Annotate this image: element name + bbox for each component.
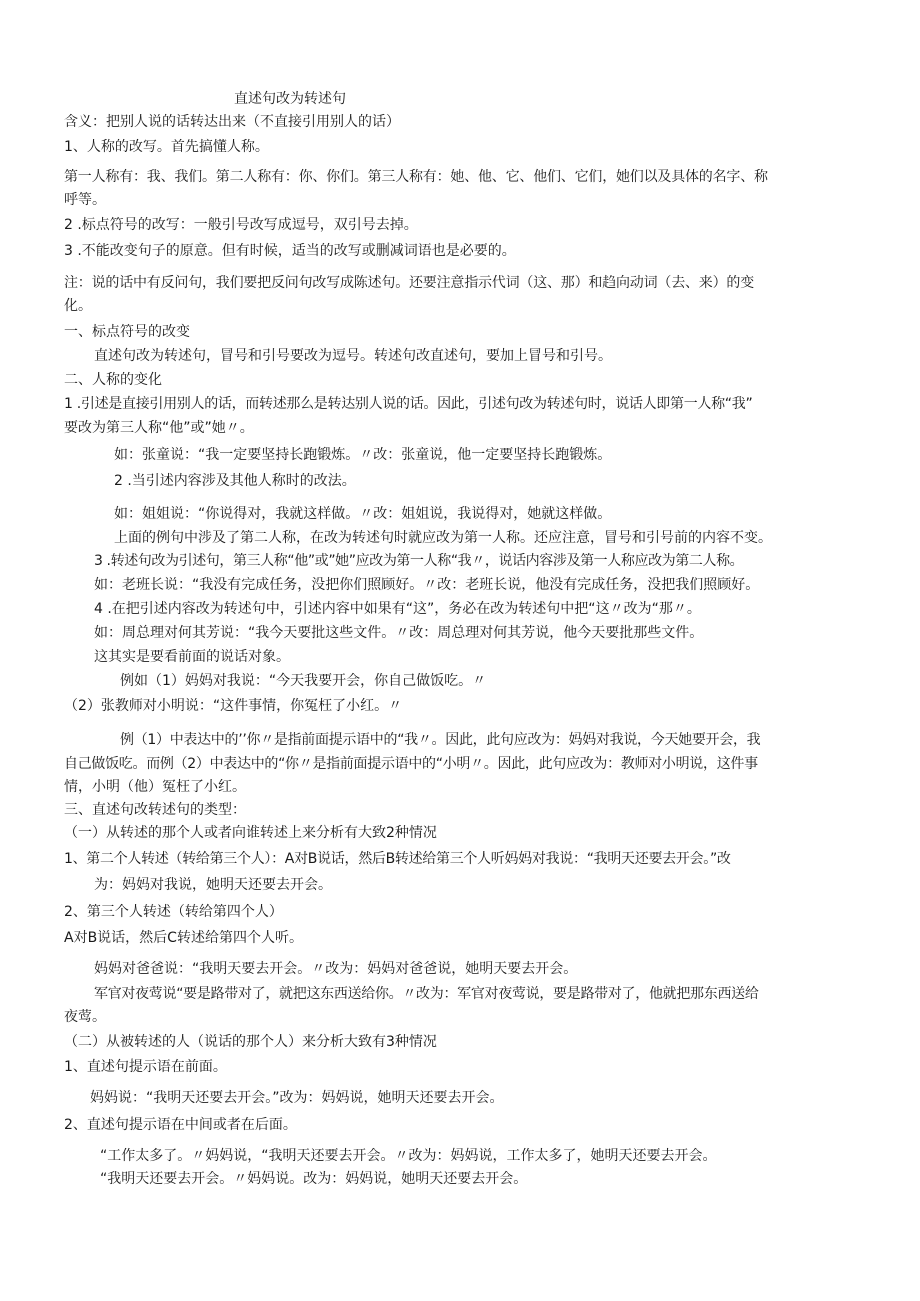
text-line: 注：说的话中有反问句，我们要把反问句改写成陈述句。还要注意指示代词（这、那）和趋向动词（去、来）的变 bbox=[64, 275, 754, 291]
text-line: 自己做饭吃。而例（2）中表达中的“你〃是指前面提示语中的“小明〃。因此，此句应改为：教师对小明说，这件事 bbox=[64, 756, 758, 772]
text-line: A对B说话，然后C转述给第四个人听。 bbox=[64, 930, 303, 946]
text-line: 妈妈对爸爸说：“我明天要去开会。〃改为：妈妈对爸爸说，她明天要去开会。 bbox=[94, 961, 578, 977]
text-line: 第一人称有：我、我们。第二人称有：你、你们。第三人称有：她、他、它、他们、它们，她们以及具体的名字、称 bbox=[64, 169, 768, 185]
section-heading: 二、人称的变化 bbox=[64, 372, 162, 388]
text-line: 1 .引述是直接引用别人的话，而转述那么是转达别人说的话。因此，引述句改为转述句时，说话人即第一人称“我” bbox=[64, 396, 753, 412]
text-line: 为：妈妈对我说，她明天还要去开会。 bbox=[94, 877, 332, 893]
text-line: 要改为第三人称“他”或”她〃。 bbox=[64, 420, 254, 436]
text-line: 如：姐姐说：“你说得对，我就这样做。〃改：姐姐说，我说得对，她就这样做。 bbox=[114, 506, 612, 522]
text-line: 2、直述句提示语在中间或者在后面。 bbox=[64, 1117, 297, 1133]
text-line: 例如（1）妈妈对我说：“今天我要开会，你自己做饭吃。〃 bbox=[120, 673, 487, 689]
text-line: “工作太多了。〃妈妈说，“我明天还要去开会。〃改为：妈妈说，工作太多了，她明天还要去开会。 bbox=[100, 1148, 717, 1164]
text-line: 1、人称的改写。首先搞懂人称。 bbox=[64, 139, 269, 155]
text-line: “我明天还要去开会。〃妈妈说。改为：妈妈说，她明天还要去开会。 bbox=[100, 1171, 528, 1187]
text-line: 如：周总理对何其芳说：“我今天要批这些文件。〃改：周总理对何其芳说，他今天要批那些文件。 bbox=[94, 625, 704, 641]
sub-heading: （一）从转述的那个人或者向谁转述上来分析有大致2种情况 bbox=[64, 825, 437, 841]
text-line: 化。 bbox=[64, 298, 92, 314]
text-line: 直述句改为转述句，冒号和引号要改为逗号。转述句改直述句，要加上冒号和引号。 bbox=[94, 348, 612, 364]
text-line: 2 .标点符号的改写：一般引号改写成逗号，双引号去掉。 bbox=[64, 217, 418, 233]
text-line: 含义：把别人说的话转达出来（不直接引用别人的话） bbox=[64, 114, 400, 130]
text-line: 如：老班长说：“我没有完成任务，没把你们照顾好。〃改：老班长说，他没有完成任务，没把我们照顾好。 bbox=[94, 577, 760, 593]
sub-heading: （二）从被转述的人（说话的那个人）来分析大致有3种情况 bbox=[64, 1034, 437, 1050]
text-line: 3 .转述句改为引述句，第三人称“他”或”她”应改为第一人称“我〃，说话内容涉及第一人称应改为第二人称。 bbox=[94, 553, 744, 569]
text-line: 如：张童说：“我一定要坚持长跑锻炼。〃改：张童说，他一定要坚持长跑锻炼。 bbox=[114, 447, 612, 463]
text-line: 情，小明（他）冤枉了小红。 bbox=[64, 779, 246, 795]
text-line: 2 .当引述内容涉及其他人称时的改法。 bbox=[114, 473, 356, 489]
text-line: 1、直述句提示语在前面。 bbox=[64, 1059, 227, 1075]
text-line: 2、第三个人转述（转给第四个人） bbox=[64, 904, 283, 920]
text-line: 军官对夜莺说“要是路带对了，就把这东西送给你。〃改为：军官对夜莺说，要是路带对了，他就把那东西送给 bbox=[94, 986, 759, 1002]
section-heading: 一、标点符号的改变 bbox=[64, 324, 190, 340]
text-line: 这其实是要看前面的说话对象。 bbox=[94, 649, 290, 665]
text-line: 呼等。 bbox=[64, 192, 106, 208]
text-line: （2）张教师对小明说：“这件事情，你冤枉了小红。〃 bbox=[64, 698, 403, 714]
text-line: 3 .不能改变句子的原意。但有时候，适当的改写或删减词语也是必要的。 bbox=[64, 243, 516, 259]
document-title: 直述句改为转述句 bbox=[234, 91, 346, 107]
section-heading: 三、直述句改转述句的类型： bbox=[64, 802, 246, 818]
text-line: 妈妈说：“我明天还要去开会。”改为：妈妈说，她明天还要去开会。 bbox=[90, 1090, 504, 1106]
text-line: 例（1）中表达中的’’你〃是指前面提示语中的“我〃。因此，此句应改为：妈妈对我说，今天她要开会，我 bbox=[120, 732, 761, 748]
text-line: 1、第二个人转述（转给第三个人）：A对B说话，然后B转述给第三个人听妈妈对我说：“我明天还要去开会。”改 bbox=[64, 851, 731, 867]
text-line: 4 .在把引述内容改为转述句中，引述内容中如果有“这”，务必在改为转述句中把“这〃改为“那〃。 bbox=[94, 601, 701, 617]
text-line: 上面的例句中涉及了第二人称，在改为转述句时就应改为第一人称。还应注意，冒号和引号前的内容不变。 bbox=[114, 530, 772, 546]
text-line: 夜莺。 bbox=[64, 1009, 106, 1025]
